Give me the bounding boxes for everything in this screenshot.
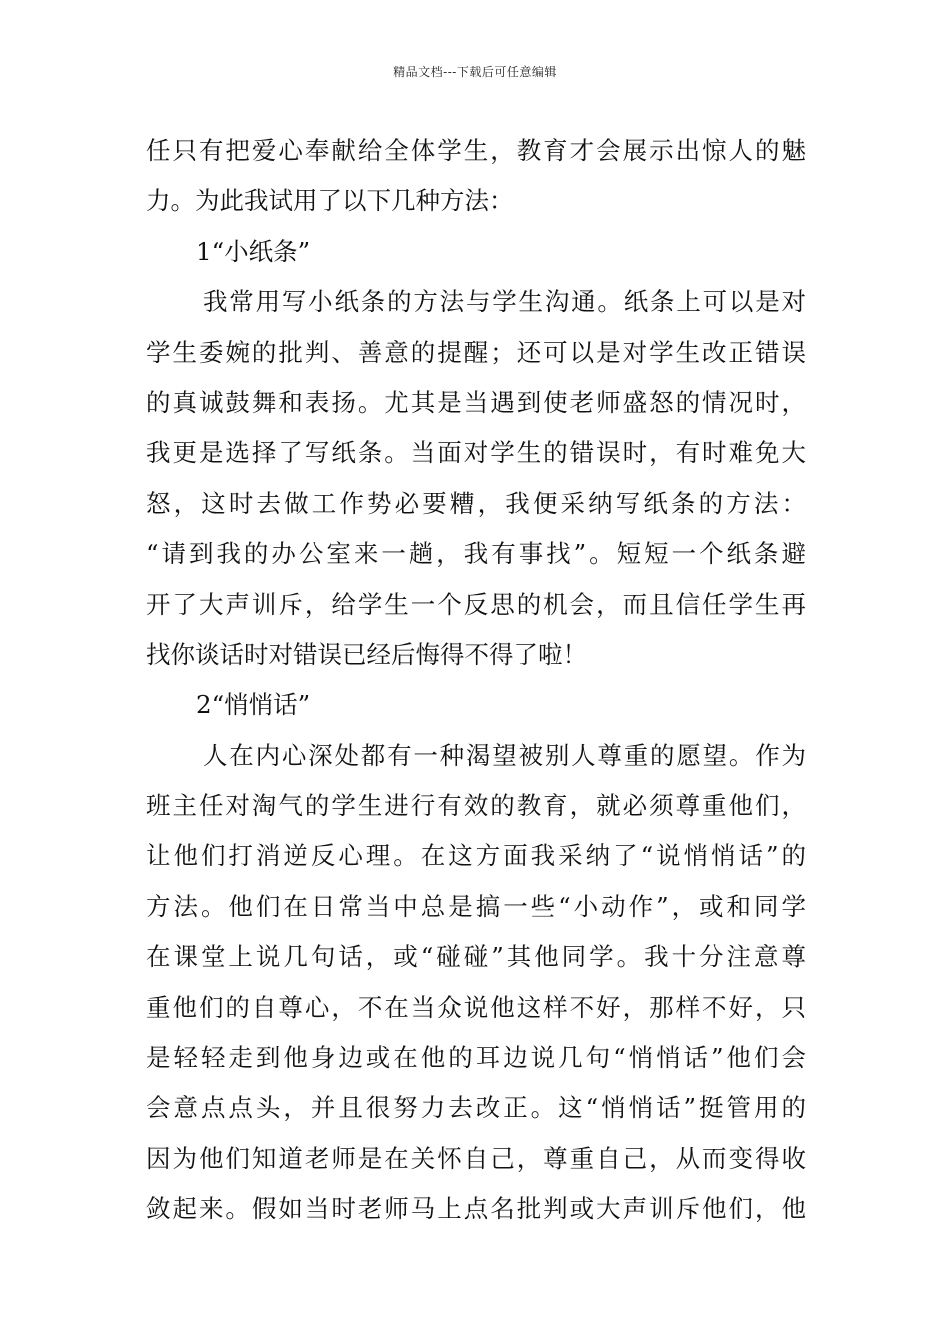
- paragraph-line: 在课堂上说几句话，或“碰碰”其他同学。我十分注意尊: [146, 942, 806, 972]
- paragraph-line: 方法。他们在日常当中总是搞一些“小动作”，或和同学: [146, 891, 806, 921]
- body-text: [146, 126, 806, 1235]
- paragraph-line: 让他们打消逆反心理。在这方面我采纳了“说悄悄话”的: [146, 841, 806, 871]
- paragraph-line: 是轻轻走到他身边或在他的耳边说几句“悄悄话”他们会: [146, 1043, 806, 1073]
- paragraph-line: 力。为此我试用了以下几种方法：: [146, 186, 514, 216]
- paragraph-line: “请到我的办公室来一趟，我有事找”。短短一个纸条避: [146, 539, 806, 569]
- page-header: 精品文档---下载后可任意编辑: [393, 65, 557, 79]
- paragraph-line: 的真诚鼓舞和表扬。尤其是当遇到使老师盛怒的情况时，: [146, 387, 806, 417]
- paragraph-line: 找你谈话时对错误已经后悔得不得了啦！: [146, 639, 587, 669]
- paragraph-line: 任只有把爱心奉献给全体学生，教育才会展示出惊人的魅: [146, 136, 806, 165]
- paragraph-line: 人在内心深处都有一种渴望被别人尊重的愿望。作为: [203, 740, 806, 770]
- paragraph-line: 我更是选择了写纸条。当面对学生的错误时，有时难免大: [146, 438, 806, 468]
- paragraph-line: 怒，这时去做工作势必要糟，我便采纳写纸条的方法：: [146, 488, 806, 518]
- paragraph-line: 我常用写小纸条的方法与学生沟通。纸条上可以是对: [203, 287, 806, 317]
- paragraph-line: 敛起来。假如当时老师马上点名批判或大声训斥他们，他: [146, 1194, 806, 1224]
- paragraph-line: 因为他们知道老师是在关怀自己，尊重自己，从而变得收: [146, 1143, 806, 1173]
- section-heading: 1“小纸条”: [196, 236, 311, 266]
- paragraph-line: 重他们的自尊心，不在当众说他这样不好，那样不好，只: [146, 992, 806, 1022]
- paragraph-line: 会意点点头，并且很努力去改正。这“悄悄话”挺管用的: [146, 1093, 806, 1123]
- paragraph-line: 开了大声训斥，给学生一个反思的机会，而且信任学生再: [146, 589, 806, 619]
- section-heading: 2“悄悄话”: [196, 690, 311, 720]
- paragraph-line: 班主任对淘气的学生进行有效的教育，就必须尊重他们，: [146, 791, 806, 821]
- paragraph-line: 学生委婉的批判、善意的提醒；还可以是对学生改正错误: [146, 337, 806, 367]
